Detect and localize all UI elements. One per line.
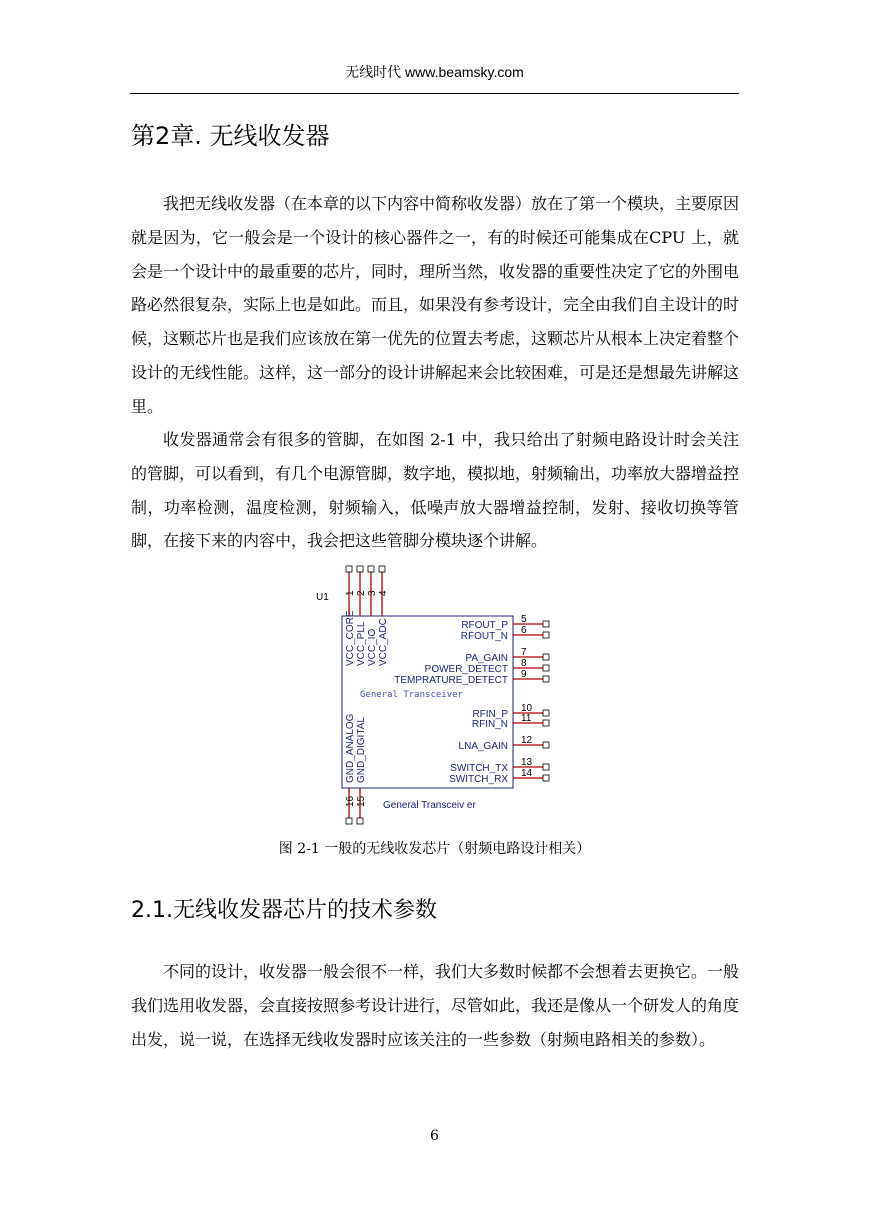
component-ref: U1 [316,592,329,603]
pin-name: RFOUT_N [460,631,508,642]
pin-terminal [543,632,549,638]
pin-name: PA_GAIN [465,653,508,664]
pin-number: 8 [521,658,527,669]
pin-name: RFIN_N [471,719,508,730]
pin-name: VCC_IO [367,628,378,666]
header-rule [130,93,739,94]
pin-name: POWER_DETECT [424,664,508,675]
pin-terminal [379,566,385,572]
section-title: 2.1.无线收发器芯片的技术参数 [131,898,437,923]
pin-terminal [543,710,549,716]
pin-number: 15 [356,795,367,807]
pin-name: SWITCH_TX [450,763,508,774]
pin-number: 10 [521,703,533,714]
pin-number: 13 [521,757,533,768]
pin-number: 4 [378,590,389,596]
transceiver-schematic [300,560,560,828]
pin-number: 12 [521,735,533,746]
pin-terminal [368,566,374,572]
pin-number: 2 [356,590,367,596]
chapter-title: 第2章. 无线收发器 [131,122,330,150]
pin-number: 1 [345,590,356,596]
pin-terminal [543,775,549,781]
pin-number: 7 [521,647,527,658]
pin-terminal [346,818,352,824]
figure-caption: 图 2-1 一般的无线收发芯片（射频电路设计相关） [278,841,591,857]
pin-number: 9 [521,669,527,680]
pin-terminal [346,566,352,572]
pin-name: VCC_PLL [356,621,367,666]
pin-number: 3 [367,590,378,596]
pin-terminal [543,720,549,726]
paragraph-pins: 收发器通常会有很多的管脚，在如图 2-1 中，我只给出了射频电路设计时会关注的管脚，可以看到，有几个电源管脚，数字地，模拟地，射频输出，功率放大器增益控制，功率检测，温度检测，射频输入，低噪声放大器增益控制，发射、接收切换等管脚，在接下来的内容中，我会把这些管脚分模块逐个讲解。 [131,430,740,551]
pin-name: RFIN_P [472,709,508,720]
pin-name: LNA_GAIN [458,741,508,752]
chip-part-label: General Transceiv er [383,800,476,811]
pin-name: SWITCH_RX [449,774,508,785]
pin-terminal [357,818,363,824]
pin-number: 6 [521,625,527,636]
pin-terminal [543,665,549,671]
pin-name: GND_ANALOG [345,713,356,783]
paragraph-parameters: 不同的设计，收发器一般会很不一样，我们大多数时候都不会想着去更换它。一般我们选用收发器，会直接按照参考设计进行，尽管如此，我还是像从一个研发人的角度出发，说一说，在选择无线收发器时应该关注的一些参数（射频电路相关的参数）。 [131,962,740,1049]
pin-name: VCC_CORE [345,610,356,666]
pin-terminal [543,764,549,770]
pin-number: 16 [345,795,356,807]
pin-name: RFOUT_P [461,620,508,631]
pin-terminal [543,621,549,627]
pin-number: 11 [521,713,532,724]
pin-name: TEMPRATURE_DETECT [394,675,508,686]
pin-name: GND_DIGITAL [356,717,367,783]
pin-number: 14 [521,768,533,779]
chip-inner-label: General Transceiver [360,690,463,700]
pin-terminal [543,742,549,748]
page-header: 无线时代 www.beamsky.com [345,64,524,80]
paragraph-intro: 我把无线收发器（在本章的以下内容中简称收发器）放在了第一个模块，主要原因就是因为，它一般会是一个设计的核心器件之一，有的时候还可能集成在CPU 上，就会是一个设计中的最重要的芯片，同时，理所当然，收发器的重要性决定了它的外围电路必然很复杂，实际上也是如此。而且，如果没有参考设计，完全由我们自主设计的时候，这颗芯片也是我们应该放在第一优先的位置去考虑，这颗芯片从根本上决定着整个设计的无线性能。这样，这一部分的设计讲解起来会比较困难，可是还是想最先讲解这里。 [131,194,740,416]
pin-terminal [543,654,549,660]
pin-terminal [357,566,363,572]
pin-name: VCC_ADC [378,618,389,666]
pin-number: 5 [521,614,527,625]
page-number: 6 [430,1128,439,1144]
pin-terminal [543,676,549,682]
